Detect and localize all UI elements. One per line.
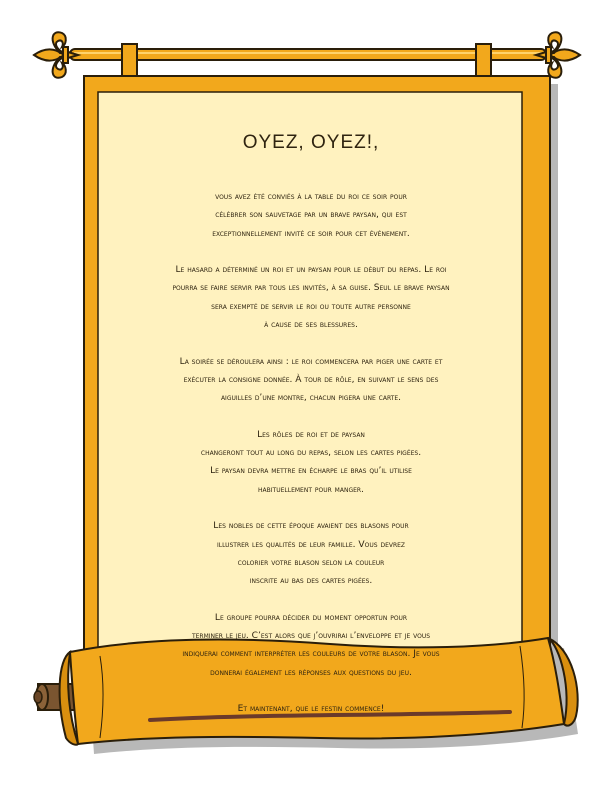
proclamation-body [102,188,520,719]
proclamation-text [102,96,520,715]
text-line: changeront tout au long du repas, selon les cartes pigées. [200,448,422,459]
text-line: pourra se faire servir par tous les invités, à sa guise. Seul le brave paysan [172,283,450,294]
paragraph [102,609,520,682]
text-line: vous avez été conviés à la table du roi ce soir pour [215,192,407,202]
text-line: exceptionnellement invité ce soir pour cet événement. [212,228,410,239]
text-line: à cause de ses blessures. [264,320,358,331]
curtain-rod [70,49,546,60]
scroll-rod-end [34,684,78,710]
text-line: illustrer les qualités de leur famille. Vous devrez [216,539,406,550]
text-line: célébrer son sauvetage par un brave paysan, qui est [215,210,407,221]
proclamation-title: OYEZ, OYEZ!, [242,132,380,153]
text-line: inscrite au bas des cartes pigées. [249,576,373,587]
text-line: terminer le jeu. C’est alors que j’ouvrirai l’enveloppe et je vous [191,631,431,642]
text-line: indiquerai comment interpréter les couleurs de votre blason. Je vous [182,649,440,660]
paragraph [102,426,520,499]
text-line: Et maintenant, que le festin commence! [237,704,385,715]
paragraph [102,261,520,334]
text-line: Le paysan devra mettre en écharpe le bras qu’il utilise [210,466,412,477]
paragraph [102,517,520,590]
paragraph [102,353,520,408]
text-line: aiguilles d’une montre, chacun pigera une carte. [220,393,402,404]
paragraph [102,700,520,718]
fleur-de-lis-icon [536,32,580,78]
fleur-de-lis-icon [34,32,78,78]
text-line: donnerai également les réponses aux questions du jeu. [210,667,412,678]
text-line: exécuter la consigne donnée. À tour de rôle, en suivant le sens des [183,374,439,385]
text-line: Le groupe pourra décider du moment opportun pour [214,612,408,623]
text-line: Les rôles de roi et de paysan [257,429,365,440]
paragraph [102,188,520,243]
text-line: Le hasard a déterminé un roi et un paysan pour le début du repas. Le roi [175,265,447,276]
text-line: habituellement pour manger. [258,484,364,495]
text-line: colorier votre blason selon la couleur [237,557,385,568]
text-line: La soirée se déroulera ainsi : le roi commencera par piger une carte et [179,356,443,367]
text-line: Les nobles de cette époque avaient des blasons pour [213,521,409,532]
text-line: sera exempté de servir le roi ou toute autre personne [211,301,411,312]
